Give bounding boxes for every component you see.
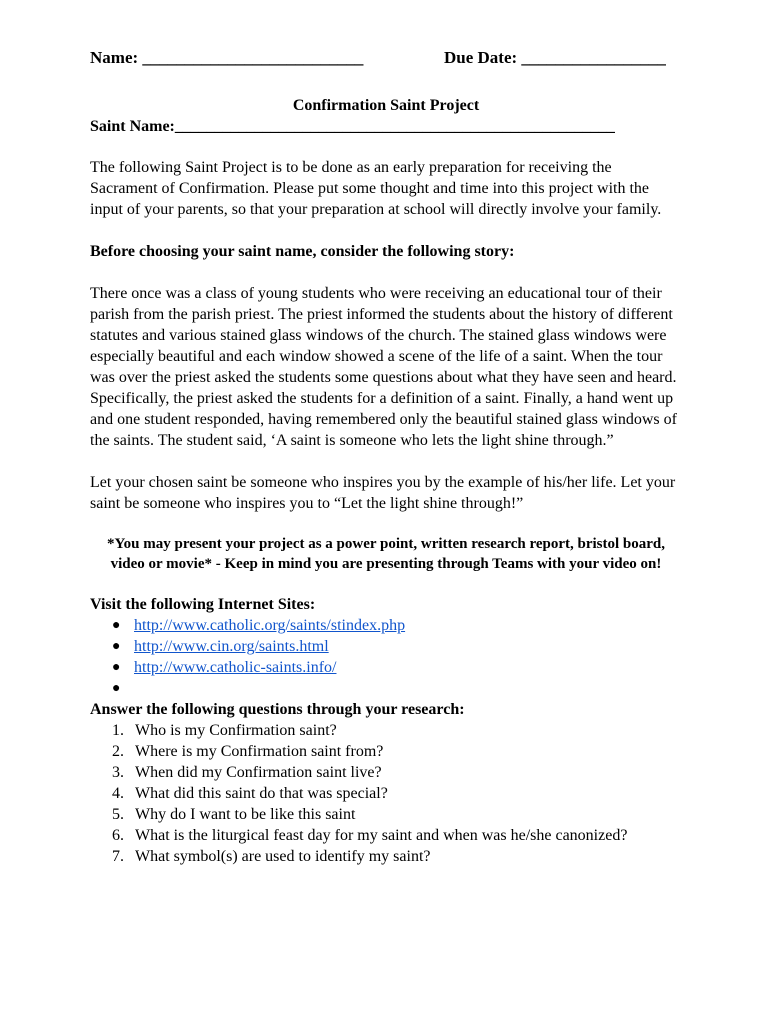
question-number: 2.: [112, 743, 124, 760]
question-item: [112, 825, 682, 846]
links-list: [90, 615, 682, 699]
header-row: [90, 44, 682, 71]
question-text: What is the liturgical feast day for my saint and when was he/she canonized?: [135, 827, 628, 844]
question-number: 6.: [112, 827, 124, 844]
inspire-paragraph: Let your chosen saint be someone who inspires you by the example of his/her life. Let your saint be someone who inspires you to “Let the light shine through!”: [90, 474, 676, 512]
saint-name-field: Saint Name:_______________________________________________________: [90, 118, 615, 135]
question-number: 3.: [112, 764, 124, 781]
question-item: [112, 783, 682, 804]
question-item: [112, 720, 682, 741]
question-text: When did my Confirmation saint live?: [135, 764, 382, 781]
bullet-icon: ●: [112, 618, 121, 633]
question-text: What symbol(s) are used to identify my saint?: [135, 848, 431, 865]
question-number: 1.: [112, 722, 124, 739]
presentation-note: *You may present your project as a power point, written research report, bristol board, video or movie* - Keep in mind you are presenting through Teams with your video on!: [106, 536, 666, 572]
link-catholic-org[interactable]: http://www.catholic.org/saints/stindex.php: [134, 617, 406, 634]
question-number: 4.: [112, 785, 124, 802]
list-item: [112, 678, 682, 699]
question-item: [112, 762, 682, 783]
list-item: [112, 657, 682, 678]
question-number: 7.: [112, 848, 124, 865]
intro-paragraph: The following Saint Project is to be done as an early preparation for receiving the Sacrament of Confirmation. Please put some thought and time into this project with the input of your parents, so that your preparation at school will directly involve your family.: [90, 159, 662, 218]
bullet-icon: ●: [112, 639, 121, 654]
question-text: Where is my Confirmation saint from?: [135, 743, 384, 760]
questions-heading: Answer the following questions through your research:: [90, 701, 465, 718]
questions-list: [90, 720, 682, 867]
page-title: Confirmation Saint Project: [292, 97, 480, 114]
link-catholic-saints-info[interactable]: http://www.catholic-saints.info/: [134, 659, 337, 676]
sites-heading: Visit the following Internet Sites:: [90, 596, 316, 613]
bullet-icon: ●: [112, 681, 121, 696]
question-item: [112, 741, 682, 762]
question-text: Who is my Confirmation saint?: [135, 722, 337, 739]
question-item: [112, 846, 682, 867]
question-text: What did this saint do that was special?: [135, 785, 388, 802]
document-page: [90, 44, 682, 867]
link-cin-org[interactable]: http://www.cin.org/saints.html: [134, 638, 329, 655]
question-item: [112, 804, 682, 825]
list-item: [112, 615, 682, 636]
story-paragraph: There once was a class of young students who were receiving an educational tour of their parish from the parish priest. The priest informed the students about the history of different statutes and various stained glass windows of the church. The stained glass windows were especially beautiful and each window showed a scene of the life of a saint. When the tour was over the priest asked the students some questions about what they have seen and heard. Specifically, the priest asked the students for a definition of a saint. Finally, a hand went up and one student responded, having remembered only the beautiful stained glass windows of the saints. The student said, ‘A saint is someone who lets the light shine through.”: [90, 285, 677, 449]
list-item: [112, 636, 682, 657]
name-field: Name: __________________________: [90, 48, 364, 67]
question-number: 5.: [112, 806, 124, 823]
question-text: Why do I want to be like this saint: [135, 806, 356, 823]
story-heading: Before choosing your saint name, consider the following story:: [90, 243, 515, 260]
due-date-field: Due Date: _________________: [444, 48, 666, 67]
bullet-icon: ●: [112, 660, 121, 675]
